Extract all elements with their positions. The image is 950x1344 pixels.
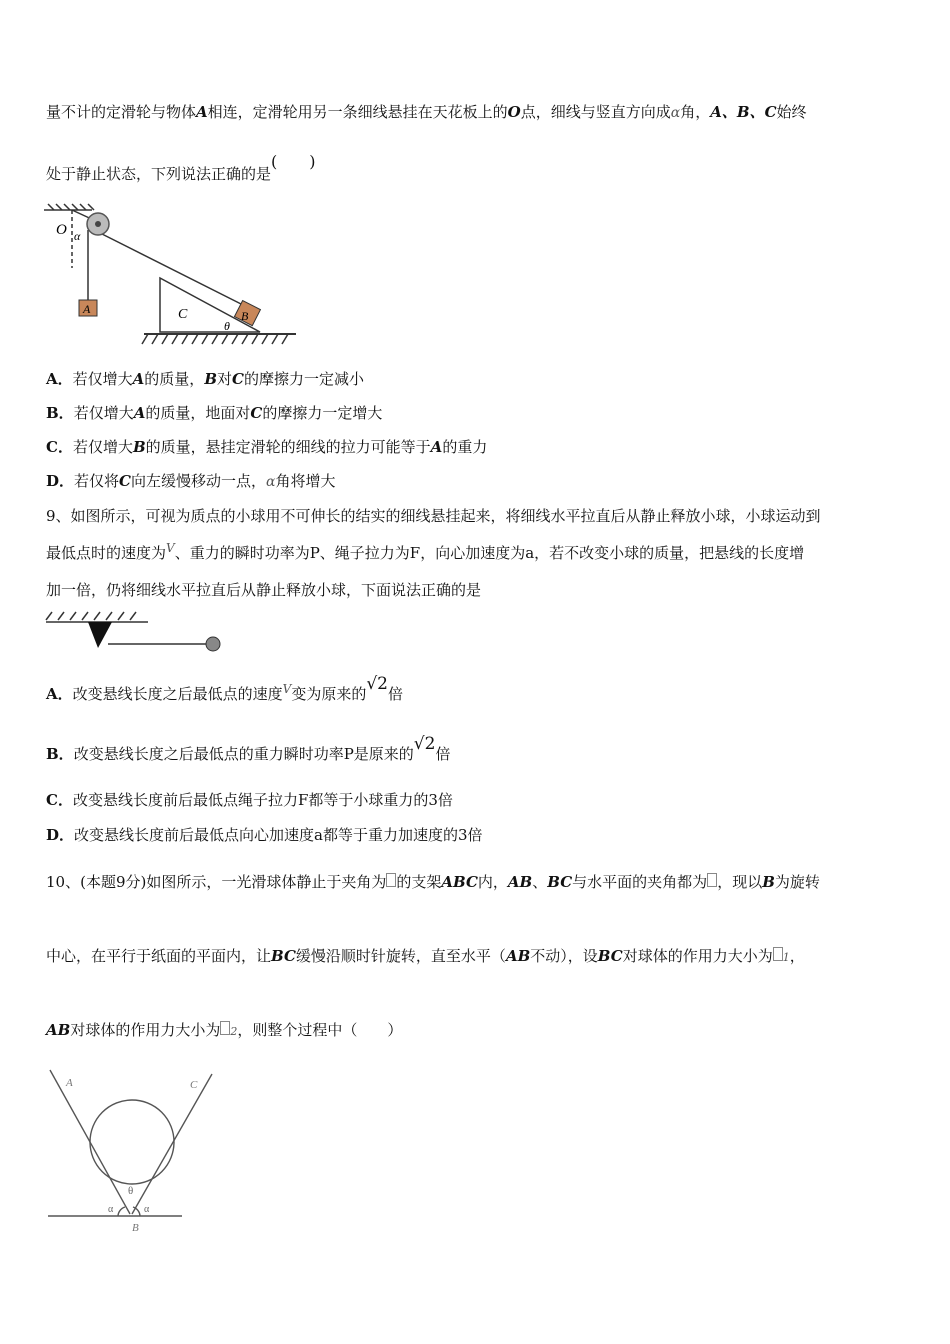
label-c: C xyxy=(178,307,188,322)
q10-sphere-bracket-figure xyxy=(46,1068,198,1234)
q8-option-d: D．若仅将C向左缓慢移动一点，α角将增大 xyxy=(46,472,336,490)
label-alpha-left: α xyxy=(108,1204,114,1215)
missing-symbol-f2 xyxy=(220,1021,230,1035)
missing-symbol-alpha xyxy=(707,873,717,887)
label-a: A xyxy=(66,1077,73,1089)
missing-symbol-f1 xyxy=(773,947,783,961)
missing-symbol-theta xyxy=(386,873,396,887)
label-alpha-right: α xyxy=(144,1204,150,1215)
q9-option-d: D．改变悬线长度前后最低点向心加速度a都等于重力加速度的3倍 xyxy=(46,826,483,844)
q8-pulley-figure xyxy=(44,204,304,350)
q9-option-b: B．改变悬线长度之后最低点的重力瞬时功率P是原来的√2倍 xyxy=(46,734,451,763)
q8-option-c: C．若仅增大B的质量，悬挂定滑轮的细线的拉力可能等于A的重力 xyxy=(46,438,488,456)
label-o: O xyxy=(56,222,67,238)
q9-option-c: C．改变悬线长度前后最低点绳子拉力F都等于小球重力的3倍 xyxy=(46,791,453,809)
sphere xyxy=(90,1100,174,1184)
q8-stem-line1: 量不计的定滑轮与物体A相连，定滑轮用另一条细线悬挂在天花板上的O点，细线与竖直方向成α角，A、B、C始终 xyxy=(46,103,807,121)
label-theta: θ xyxy=(224,319,230,333)
label-b: B xyxy=(241,309,249,323)
q10-stem-line3: AB对球体的作用力大小为 2，则整个过程中（ ） xyxy=(46,1021,403,1039)
q9-stem-line1: 9、如图所示，可视为质点的小球用不可伸长的结实的细线悬挂起来，将细线水平拉直后从静止释放小球，小球运动到 xyxy=(46,507,821,525)
label-alpha: α xyxy=(74,229,81,243)
q10-stem-line1: 10、(本题9分)如图所示，一光滑球体静止于夹角为 的支架ABC内，AB、BC与水平面的夹角都为 ，现以B为旋转 xyxy=(46,873,820,891)
q8-option-b: B．若仅增大A的质量，地面对C的摩擦力一定增大 xyxy=(46,404,383,422)
q9-pendulum-figure xyxy=(44,608,226,652)
pendulum-ball xyxy=(206,637,220,651)
q10-stem-line2: 中心，在平行于纸面的平面内，让BC缓慢沿顺时针旋转，直至水平（AB不动），设BC对球体的作用力大小为 1， xyxy=(46,947,805,965)
q9-stem-line2: 最低点时的速度为$^V$、重力的瞬时功率为P、绳子拉力为F，向心加速度为a，若不改变小球的质量，把悬线的长度增 xyxy=(46,541,805,562)
label-c: C xyxy=(190,1079,198,1091)
label-theta: θ xyxy=(128,1185,134,1197)
q8-option-a: A．若仅增大A的质量，B对C的摩擦力一定减小 xyxy=(46,370,364,388)
q9-option-a: A．改变悬线长度之后最低点的速度$^V$变为原来的√2倍 xyxy=(46,674,404,703)
label-a: A xyxy=(83,302,91,316)
label-b: B xyxy=(132,1222,139,1234)
q9-stem-line3: 加一倍，仍将细线水平拉直后从静止释放小球，下面说法正确的是 xyxy=(46,581,482,599)
q8-stem-line2: 处于静止状态，下列说法正确的是( ) xyxy=(46,152,316,183)
